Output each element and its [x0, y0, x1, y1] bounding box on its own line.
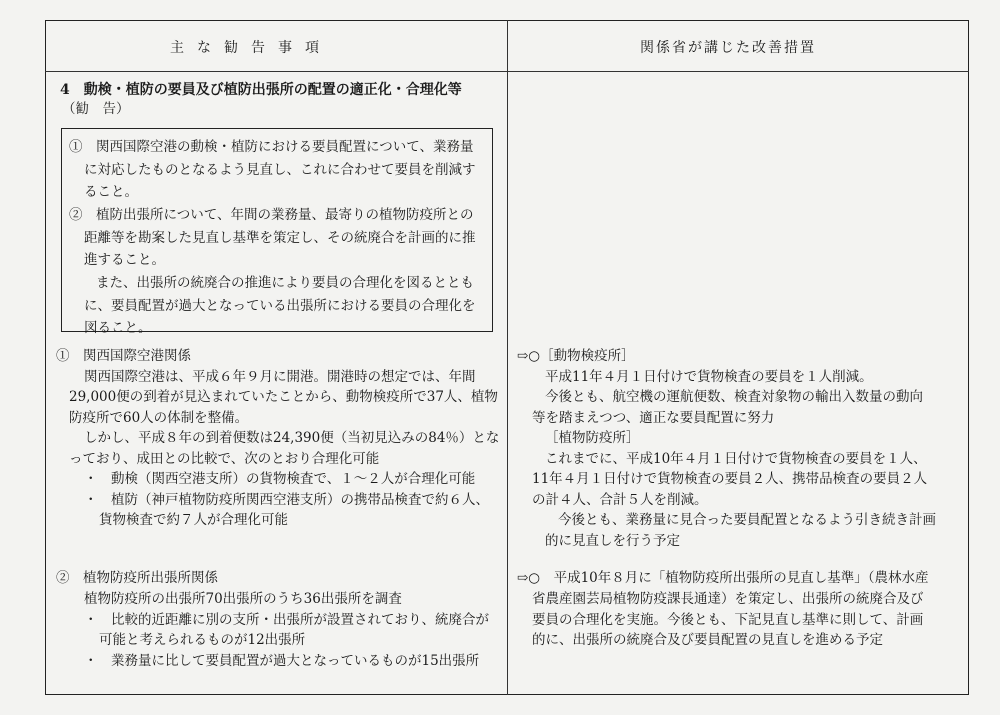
- kankoku-label: （勧 告）: [62, 101, 130, 117]
- measure1-line: 今後とも、業務量に見合った要員配置となるよう引き続き計画: [558, 512, 936, 528]
- section-title: 4 動検・植防の要員及び植防出張所の配置の適正化・合理化等: [60, 82, 462, 98]
- item1-bullet: ・ 植防（神戸植物防疫所関西空港支所）の携帯品検査で約６人、: [84, 492, 489, 508]
- item2-bullet: ・ 業務量に比して要員配置が過大となっているものが15出張所: [84, 653, 480, 669]
- column-divider: [507, 20, 508, 695]
- measure1-line: 等を踏まえつつ、適正な要員配置に努力: [532, 410, 775, 426]
- item1-bullet: 貨物検査で約７人が合理化可能: [99, 512, 288, 528]
- rec-line: に、要員配置が過大となっている出張所における要員の合理化を: [84, 298, 476, 314]
- measure2-line: 省農産園芸局植物防疫課長通達）を策定し、出張所の統廃合及び: [532, 591, 924, 607]
- rec-line: に対応したものとなるよう見直し、これに合わせて要員を削減す: [84, 162, 476, 178]
- measure1-line: 11年４月１日付けで貨物検査の要員２人、携帯品検査の要員２人: [532, 471, 928, 487]
- rec-line: ること。: [84, 184, 138, 200]
- item1-heading: ① 関西国際空港関係: [56, 348, 191, 364]
- header-divider: [45, 71, 969, 72]
- measure2-line: 要員の合理化を実施。今後とも、下記見直し基準に則して、計画: [532, 612, 924, 628]
- measure2-line: 的に、出張所の統廃合及び要員配置の見直しを進める予定: [532, 632, 883, 648]
- measure2-line: ⇨○ 平成10年８月に「植物防疫所出張所の見直し基準」（農林水産: [517, 570, 929, 586]
- item2-bullet: ・ 比較的近距離に別の支所・出張所が設置されており、統廃合が: [84, 612, 489, 628]
- header-left: 主な勧告事項: [170, 40, 332, 56]
- item1-line: 関西国際空港は、平成６年９月に開港。開港時の想定では、年間: [84, 369, 476, 385]
- measure1-line: ［植物防疫所］: [545, 430, 640, 446]
- item1-line: しかし、平成８年の到着便数は24,390便（当初見込みの84％）とな: [84, 430, 500, 446]
- rec-line: 図ること。: [84, 320, 152, 336]
- rec-line: 距離等を勘案した見直し基準を策定し、その統廃合を計画的に推: [84, 230, 476, 246]
- item1-line: 防疫所で60人の体制を整備。: [69, 410, 249, 426]
- item2-bullet: 可能と考えられるものが12出張所: [99, 632, 306, 648]
- rec-line: ① 関西国際空港の動検・植防における要員配置について、業務量: [69, 139, 474, 155]
- measure1-line: 今後とも、航空機の運航便数、検査対象物の輸出入数量の動向: [545, 389, 923, 405]
- measure1-line: 的に見直しを行う予定: [545, 533, 680, 549]
- measure1-heading: ⇨○［動物検疫所］: [517, 348, 635, 364]
- item1-line: っており、成田との比較で、次のとおり合理化可能: [69, 451, 380, 467]
- measure1-line: 平成11年４月１日付けで貨物検査の要員を１人削減。: [545, 369, 873, 385]
- item1-line: 29,000便の到着が見込まれていたことから、動物検疫所で37人、植物: [69, 389, 498, 405]
- item2-heading: ② 植物防疫所出張所関係: [56, 570, 218, 586]
- rec-line: 進すること。: [84, 252, 165, 268]
- header-right: 関係省が講じた改善措置: [640, 40, 816, 56]
- item1-bullet: ・ 動検（関西空港支所）の貨物検査で、１～２人が合理化可能: [84, 471, 476, 487]
- measure1-line: これまでに、平成10年４月１日付けで貨物検査の要員を１人、: [545, 451, 927, 467]
- item2-line: 植物防疫所の出張所70出張所のうち36出張所を調査: [84, 591, 402, 607]
- rec-line: ② 植防出張所について、年間の業務量、最寄りの植物防疫所との: [69, 207, 474, 223]
- measure1-line: の計４人、合計５人を削減。: [532, 492, 708, 508]
- rec-line: また、出張所の統廃合の推進により要員の合理化を図るととも: [96, 275, 474, 291]
